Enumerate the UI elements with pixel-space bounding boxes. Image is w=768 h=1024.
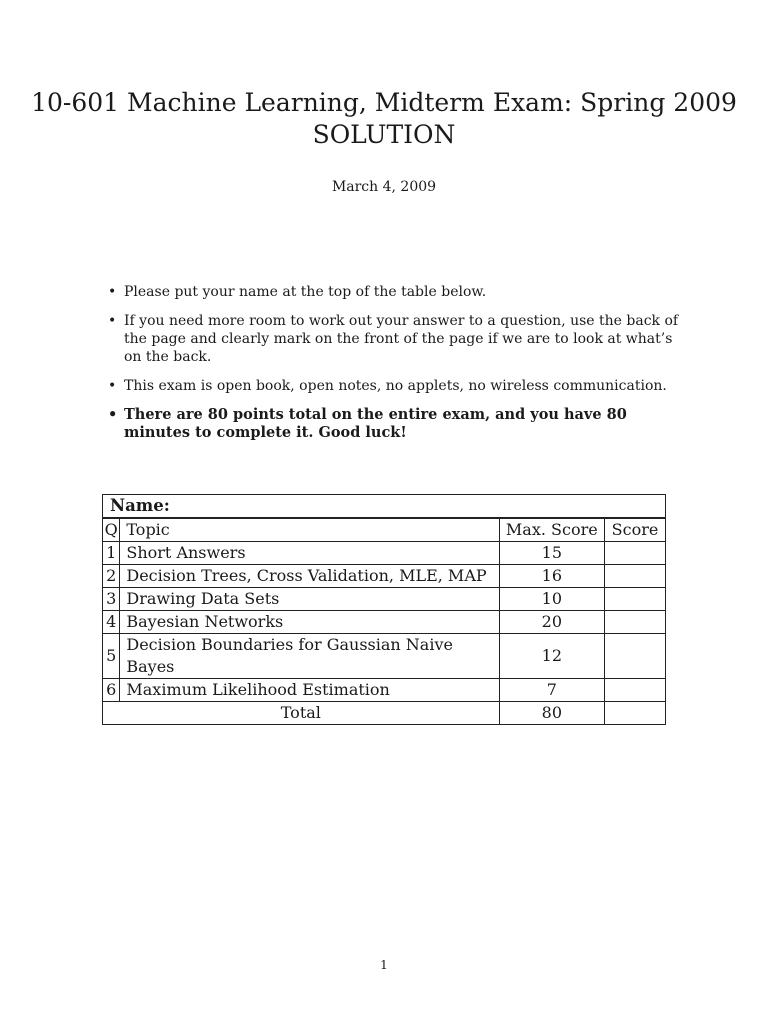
- table-row: [103, 634, 666, 679]
- score-table: [102, 494, 666, 725]
- table-row: [103, 611, 666, 634]
- instruction-item: [108, 406, 688, 442]
- row-topic: Decision Boundaries for Gaussian Naive Bayes: [120, 634, 499, 679]
- exam-date: March 4, 2009: [331, 179, 437, 195]
- row-max-score: 16: [499, 565, 604, 588]
- name-row: [103, 495, 666, 519]
- page-number: 1: [380, 958, 388, 972]
- exam-subtitle: SOLUTION: [312, 120, 456, 149]
- row-max-score: 20: [499, 611, 604, 634]
- instruction-item: [108, 377, 688, 395]
- row-max-score: 15: [499, 542, 604, 565]
- bullet-icon: •: [108, 378, 117, 394]
- row-topic: Short Answers: [120, 542, 499, 565]
- row-max-score: 7: [499, 679, 604, 702]
- instruction-text: If you need more room to work out your answer to a question, use the back of the page and clearly mark on the front of the page if we are to look at what’s on the back.: [124, 313, 679, 365]
- row-q: 6: [103, 679, 120, 702]
- name-field[interactable]: Name:: [103, 495, 666, 519]
- row-topic: Bayesian Networks: [120, 611, 499, 634]
- row-max-score: 12: [499, 634, 604, 679]
- row-topic: Drawing Data Sets: [120, 588, 499, 611]
- instruction-text: This exam is open book, open notes, no applets, no wireless communication.: [124, 378, 667, 394]
- table-row: [103, 542, 666, 565]
- bullet-icon: •: [108, 313, 117, 329]
- total-row: [103, 702, 666, 725]
- bullet-icon: •: [108, 406, 118, 423]
- header-topic: Topic: [120, 518, 499, 542]
- header-row: [103, 518, 666, 542]
- table-row: [103, 565, 666, 588]
- header-max-score: Max. Score: [499, 518, 604, 542]
- row-topic: Decision Trees, Cross Validation, MLE, MAP: [120, 565, 499, 588]
- header-q: Q: [103, 518, 120, 542]
- instruction-text: Please put your name at the top of the table below.: [124, 284, 487, 300]
- row-score-cell[interactable]: [604, 588, 665, 611]
- row-score-cell[interactable]: [604, 611, 665, 634]
- instruction-item: [108, 283, 688, 301]
- exam-title: 10-601 Machine Learning, Midterm Exam: Spring 2009: [31, 88, 737, 117]
- row-score-cell[interactable]: [604, 634, 665, 679]
- row-score-cell[interactable]: [604, 679, 665, 702]
- row-topic: Maximum Likelihood Estimation: [120, 679, 499, 702]
- instruction-text: There are 80 points total on the entire exam, and you have 80 minutes to complete it. Good luck!: [124, 406, 627, 441]
- row-score-cell[interactable]: [604, 542, 665, 565]
- row-q: 3: [103, 588, 120, 611]
- row-q: 4: [103, 611, 120, 634]
- table-row: [103, 588, 666, 611]
- total-max-score: 80: [499, 702, 604, 725]
- bullet-icon: •: [108, 284, 117, 300]
- row-q: 1: [103, 542, 120, 565]
- header-score: Score: [604, 518, 665, 542]
- row-max-score: 10: [499, 588, 604, 611]
- table-row: [103, 679, 666, 702]
- instruction-item: [108, 312, 688, 366]
- total-score-cell[interactable]: [604, 702, 665, 725]
- total-label: Total: [103, 702, 500, 725]
- row-score-cell[interactable]: [604, 565, 665, 588]
- instructions-list: [108, 283, 688, 453]
- row-q: 2: [103, 565, 120, 588]
- row-q: 5: [103, 634, 120, 679]
